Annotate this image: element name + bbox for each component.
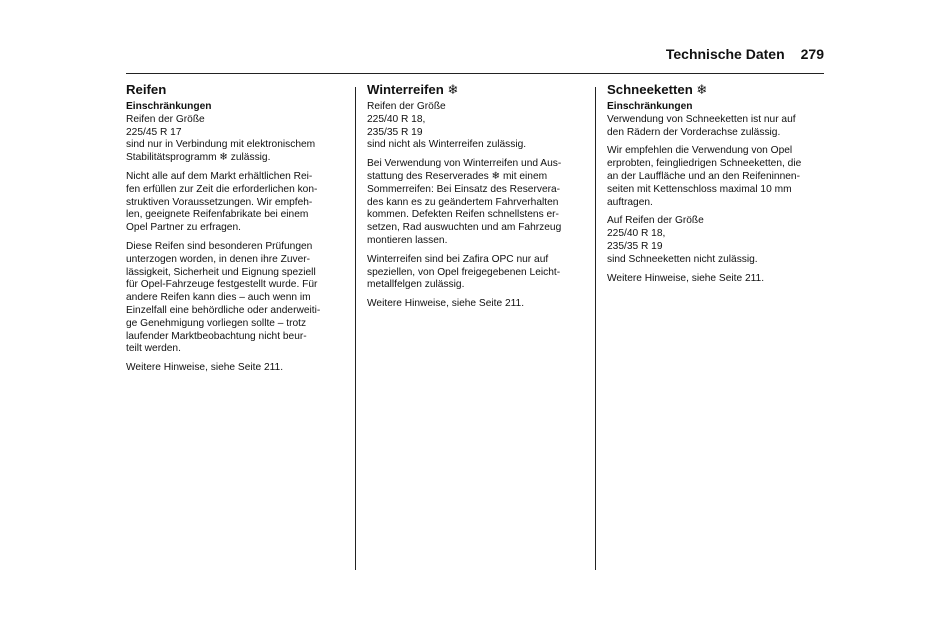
text-line: Verwendung von Schneeketten ist nur auf [607, 113, 796, 125]
text-line: kommen. Defekten Reifen schnellstens er- [367, 209, 559, 221]
text-line: 225/40 R 18, [367, 113, 426, 125]
paragraph [607, 273, 827, 286]
text-line: teilt werden. [126, 343, 181, 355]
header-divider [126, 73, 824, 74]
text-line: für Opel-Fahrzeuge festgestellt wurde. Für [126, 279, 318, 291]
paragraph [367, 101, 587, 152]
text-line: Stabilitätsprogramm ❄ zulässig. [126, 152, 271, 164]
text-line: des kann es zu geändertem Fahrverhalten [367, 196, 559, 208]
paragraph [367, 158, 587, 248]
section-heading: Winterreifen ❄ [367, 82, 459, 97]
text-line: Weitere Hinweise, siehe Seite 211. [367, 298, 525, 310]
paragraph [607, 114, 827, 140]
paragraph [607, 215, 827, 266]
text-line: sind nicht als Winterreifen zulässig. [367, 139, 527, 151]
paragraph [126, 362, 346, 375]
page-header-title: Technische Daten [665, 46, 785, 62]
text-line: Nicht alle auf dem Markt erhältlichen Rei- [126, 170, 313, 182]
text-line: erprobten, feingliedrigen Schneeketten, die [607, 158, 802, 170]
text-line: 235/35 R 19 [607, 240, 663, 252]
column-reifen [126, 82, 346, 381]
paragraph [367, 298, 587, 311]
paragraph [126, 171, 346, 235]
text-line: unterzogen worden, in denen ihre Zuver- [126, 253, 311, 265]
text-line: seiten mit Kettenschloss maximal 10 mm [607, 183, 792, 195]
text-line: Opel Partner zu erfragen. [126, 222, 241, 234]
text-line: an der Lauffläche und an den Reifeninnen- [607, 170, 800, 182]
text-line: speziellen, von Opel freigegebenen Leicht- [367, 266, 561, 278]
paragraph [607, 145, 827, 209]
text-line: montieren lassen. [367, 234, 448, 246]
text-line: Auf Reifen der Größe [607, 215, 704, 227]
text-line: Bei Verwendung von Winterreifen und Aus- [367, 158, 562, 170]
text-line: len, geeignete Reifenfabrikate bei einem [126, 209, 309, 221]
paragraph [126, 114, 346, 165]
text-line: metallfelgen zulässig. [367, 279, 465, 291]
text-line: Weitere Hinweise, siehe Seite 211. [126, 362, 284, 374]
text-line: fen erfüllen zur Zeit die erforderlichen kon- [126, 183, 318, 195]
section-body [126, 114, 346, 375]
text-line: auftragen. [607, 196, 653, 208]
text-line: 225/45 R 17 [126, 126, 182, 138]
text-line: setzen, Rad auswuchten und am Fahrzeug [367, 222, 562, 234]
text-line: Diese Reifen sind besonderen Prüfungen [126, 240, 313, 252]
paragraph [367, 254, 587, 292]
text-line: lässigkeit, Sicherheit und Eignung speziell [126, 266, 316, 278]
text-line: ge Genehmigung vorliegen sollte – trotz [126, 317, 307, 329]
text-line: stattung des Reserverades ❄ mit einem [367, 170, 548, 182]
text-line: sind Schneeketten nicht zulässig. [607, 253, 758, 265]
section-body [367, 101, 587, 311]
text-line: Wir empfehlen die Verwendung von Opel [607, 145, 793, 157]
section-heading: Schneeketten ❄ [607, 82, 708, 97]
text-line: struktiven Voraussetzungen. Wir empfeh- [126, 196, 313, 208]
column-divider [595, 87, 596, 570]
column-divider [355, 87, 356, 570]
text-line: 225/40 R 18, [607, 228, 666, 240]
paragraph [126, 241, 346, 356]
section-heading: Reifen [126, 82, 167, 97]
text-line: sind nur in Verbindung mit elektronischem [126, 139, 316, 151]
section-subheading: Einschränkungen [607, 101, 693, 112]
text-line: Reifen der Größe [367, 101, 446, 112]
text-line: Reifen der Größe [126, 113, 205, 125]
text-line: 235/35 R 19 [367, 126, 423, 138]
page-number: 279 [800, 46, 824, 62]
text-line: Weitere Hinweise, siehe Seite 211. [607, 272, 765, 284]
text-line: Winterreifen sind bei Zafira OPC nur auf [367, 253, 549, 265]
page-header [666, 46, 824, 62]
column-schneeketten [607, 82, 827, 291]
text-line: Einzelfall eine behördliche oder anderweiti- [126, 304, 321, 316]
section-body [607, 114, 827, 286]
section-subheading: Einschränkungen [126, 101, 212, 112]
column-winterreifen [367, 82, 587, 317]
text-line: den Rädern der Vorderachse zulässig. [607, 126, 781, 138]
text-line: Sommerreifen: Bei Einsatz des Reservera- [367, 183, 561, 195]
text-line: andere Reifen kann dies – auch wenn im [126, 292, 311, 304]
text-line: laufender Marktbeobachtung nicht beur- [126, 330, 307, 342]
